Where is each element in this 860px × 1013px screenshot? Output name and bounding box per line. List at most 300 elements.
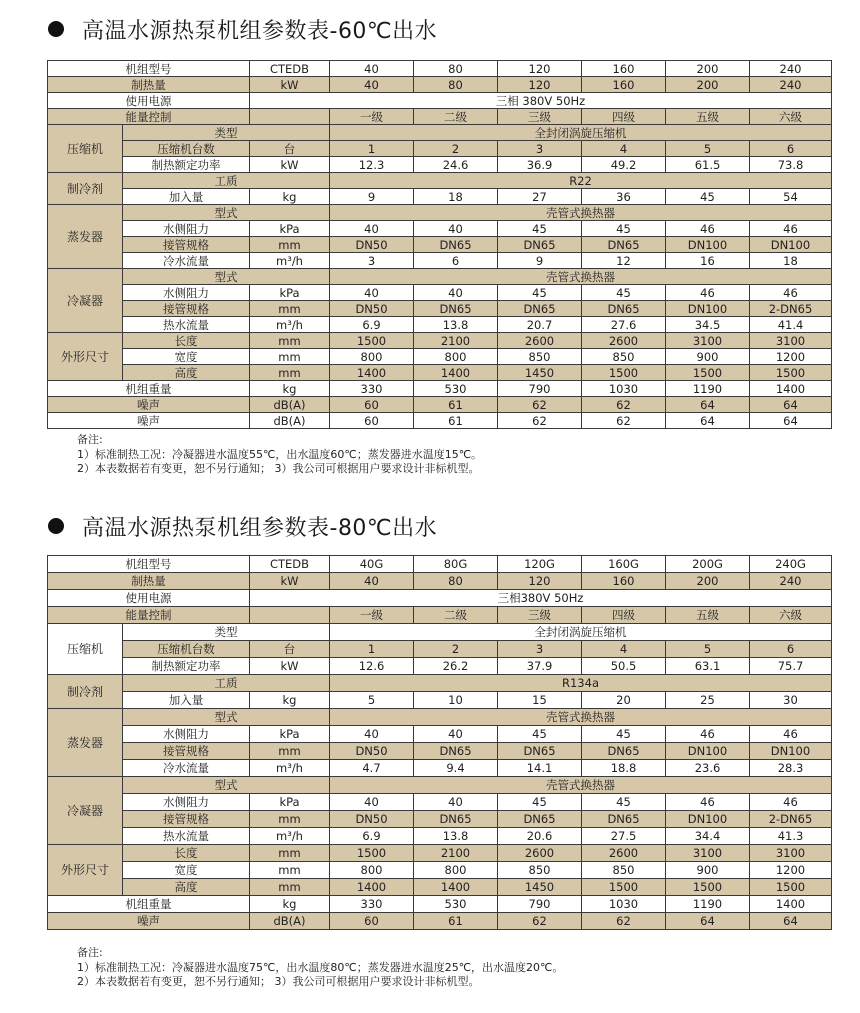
value-cell: 900 [666, 862, 750, 879]
table-row [48, 811, 832, 828]
category-cell: 外形尺寸 [48, 845, 123, 896]
value-cell: 6 [750, 641, 832, 658]
spec-table-60 [47, 60, 832, 429]
row-label: 型式 [123, 709, 330, 726]
value-cell: 800 [414, 862, 498, 879]
value-cell: 40 [414, 285, 498, 301]
value-cell: 二级 [414, 607, 498, 624]
row-label: 制热量 [48, 77, 250, 93]
value-cell: 41.3 [750, 828, 832, 845]
value-cell: 40 [330, 61, 414, 77]
value-cell: 160 [582, 61, 666, 77]
notes-80 [77, 946, 563, 990]
value-cell: DN100 [666, 301, 750, 317]
row-label: 接管规格 [123, 811, 250, 828]
unit-cell: kPa [250, 794, 330, 811]
value-cell: 3100 [750, 333, 832, 349]
value-cell: 1190 [666, 381, 750, 397]
value-cell: 2-DN65 [750, 811, 832, 828]
value-cell: 800 [414, 349, 498, 365]
value-cell: 62 [582, 913, 666, 930]
unit-cell: mm [250, 743, 330, 760]
value-cell: 26.2 [414, 658, 498, 675]
row-label: 型式 [123, 777, 330, 794]
value-cell: 200 [666, 77, 750, 93]
value-cell: 10 [414, 692, 498, 709]
table-row [48, 675, 832, 692]
value-cell: 790 [498, 896, 582, 913]
value-cell: 1500 [666, 879, 750, 896]
value-cell: 45 [582, 726, 666, 743]
row-label: 接管规格 [123, 301, 250, 317]
value-cell: 2 [414, 141, 498, 157]
category-cell: 外形尺寸 [48, 333, 123, 381]
value-cell: 14.1 [498, 760, 582, 777]
merged-value-cell: R134a [330, 675, 832, 692]
value-cell: 160 [582, 573, 666, 590]
unit-cell: kW [250, 658, 330, 675]
merged-value-cell: 壳管式换热器 [330, 205, 832, 221]
table-row [48, 189, 832, 205]
value-cell: 3100 [666, 845, 750, 862]
row-label: 接管规格 [123, 237, 250, 253]
value-cell: 1400 [750, 896, 832, 913]
value-cell: 5 [666, 641, 750, 658]
table-row [48, 253, 832, 269]
value-cell: 1400 [330, 365, 414, 381]
value-cell: 5 [330, 692, 414, 709]
merged-value-cell: 壳管式换热器 [330, 777, 832, 794]
value-cell: 6 [414, 253, 498, 269]
unit-cell [250, 109, 330, 125]
table-row [48, 125, 832, 141]
value-cell: 1500 [750, 365, 832, 381]
value-cell: DN65 [498, 237, 582, 253]
row-label: 压缩机台数 [123, 141, 250, 157]
unit-cell: mm [250, 845, 330, 862]
row-label: 噪声 [48, 397, 250, 413]
unit-cell: kg [250, 189, 330, 205]
row-label: 宽度 [123, 349, 250, 365]
value-cell: 1500 [582, 879, 666, 896]
value-cell: 530 [414, 896, 498, 913]
table-row [48, 777, 832, 794]
value-cell: 80G [414, 556, 498, 573]
table-row [48, 237, 832, 253]
merged-value-cell: R22 [330, 173, 832, 189]
table-row [48, 333, 832, 349]
value-cell: 64 [750, 397, 832, 413]
table-row [48, 381, 832, 397]
table-row [48, 743, 832, 760]
unit-cell [250, 607, 330, 624]
table-row [48, 760, 832, 777]
value-cell: 850 [582, 862, 666, 879]
value-cell: 20.7 [498, 317, 582, 333]
table-row [48, 157, 832, 173]
value-cell: 六级 [750, 109, 832, 125]
value-cell: 16 [666, 253, 750, 269]
value-cell: 1400 [414, 879, 498, 896]
section-title-text: 高温水源热泵机组参数表-60℃出水 [82, 18, 438, 44]
value-cell: 73.8 [750, 157, 832, 173]
value-cell: 62 [582, 397, 666, 413]
table-row [48, 607, 832, 624]
value-cell: 2600 [498, 333, 582, 349]
table-row [48, 845, 832, 862]
value-cell: 530 [414, 381, 498, 397]
value-cell: DN100 [666, 811, 750, 828]
value-cell: DN50 [330, 301, 414, 317]
value-cell: DN100 [750, 743, 832, 760]
row-label: 机组重量 [48, 381, 250, 397]
value-cell: 9.4 [414, 760, 498, 777]
value-cell: 40 [414, 726, 498, 743]
value-cell: DN65 [582, 743, 666, 760]
value-cell: 23.6 [666, 760, 750, 777]
merged-value-cell: 壳管式换热器 [330, 269, 832, 285]
value-cell: 800 [330, 349, 414, 365]
row-label: 高度 [123, 879, 250, 896]
value-cell: 64 [750, 413, 832, 429]
value-cell: DN65 [498, 301, 582, 317]
value-cell: 61 [414, 397, 498, 413]
unit-cell: m³/h [250, 760, 330, 777]
value-cell: 4.7 [330, 760, 414, 777]
value-cell: 36 [582, 189, 666, 205]
category-cell: 冷凝器 [48, 777, 123, 845]
unit-cell: 台 [250, 141, 330, 157]
table-row [48, 365, 832, 381]
value-cell: 60 [330, 913, 414, 930]
value-cell: DN65 [498, 743, 582, 760]
value-cell: 6.9 [330, 828, 414, 845]
value-cell: 46 [750, 221, 832, 237]
value-cell: 40 [330, 794, 414, 811]
value-cell: 64 [666, 913, 750, 930]
note-line: 2）本表数据若有变更，恕不另行通知； 3）我公司可根据用户要求设计非标机型。 [77, 462, 480, 475]
value-cell: DN65 [582, 237, 666, 253]
category-cell: 蒸发器 [48, 709, 123, 777]
value-cell: 2100 [414, 333, 498, 349]
value-cell: DN50 [330, 237, 414, 253]
value-cell: DN65 [414, 811, 498, 828]
row-label: 长度 [123, 333, 250, 349]
value-cell: 46 [750, 285, 832, 301]
row-label: 热水流量 [123, 828, 250, 845]
value-cell: 900 [666, 349, 750, 365]
table-row [48, 349, 832, 365]
merged-value-cell: 壳管式换热器 [330, 709, 832, 726]
value-cell: 46 [750, 794, 832, 811]
value-cell: 1200 [750, 349, 832, 365]
table-row [48, 726, 832, 743]
value-cell: 1500 [750, 879, 832, 896]
value-cell: 80 [414, 77, 498, 93]
table-row [48, 397, 832, 413]
value-cell: 49.2 [582, 157, 666, 173]
table-row [48, 709, 832, 726]
value-cell: 13.8 [414, 828, 498, 845]
category-cell: 压缩机 [48, 624, 123, 675]
row-label: 型式 [123, 269, 330, 285]
value-cell: 2600 [582, 333, 666, 349]
row-label: 加入量 [123, 189, 250, 205]
row-label: 能量控制 [48, 607, 250, 624]
value-cell: 三级 [498, 607, 582, 624]
value-cell: 1450 [498, 879, 582, 896]
table-row [48, 301, 832, 317]
bullet-icon [48, 518, 64, 534]
value-cell: 2100 [414, 845, 498, 862]
value-cell: 45 [582, 285, 666, 301]
value-cell: 15 [498, 692, 582, 709]
value-cell: 12.6 [330, 658, 414, 675]
value-cell: 80 [414, 573, 498, 590]
unit-cell: kg [250, 896, 330, 913]
unit-cell: mm [250, 811, 330, 828]
row-label: 工质 [123, 173, 330, 189]
value-cell: 45 [498, 285, 582, 301]
row-label: 使用电源 [48, 590, 250, 607]
value-cell: 1400 [330, 879, 414, 896]
value-cell: 40 [414, 794, 498, 811]
value-cell: DN65 [582, 811, 666, 828]
table-row [48, 556, 832, 573]
unit-cell: mm [250, 333, 330, 349]
value-cell: 40 [330, 285, 414, 301]
value-cell: 160 [582, 77, 666, 93]
table-row [48, 692, 832, 709]
value-cell: 18 [750, 253, 832, 269]
note-line: 1）标准制热工况：冷凝器进水温度55℃，出水温度60℃；蒸发器进水温度15℃。 [77, 447, 483, 461]
value-cell: 850 [582, 349, 666, 365]
value-cell: 1 [330, 141, 414, 157]
value-cell: DN65 [414, 301, 498, 317]
value-cell: 200 [666, 61, 750, 77]
value-cell: DN100 [666, 237, 750, 253]
notes-heading: 备注: [77, 946, 103, 959]
table-row [48, 61, 832, 77]
unit-cell: kg [250, 692, 330, 709]
value-cell: 36.9 [498, 157, 582, 173]
value-cell: 9 [498, 253, 582, 269]
value-cell: 13.8 [414, 317, 498, 333]
merged-value-cell: 三相380V 50Hz [250, 590, 832, 607]
section-title [48, 511, 437, 541]
unit-cell: kPa [250, 726, 330, 743]
value-cell: 1500 [330, 333, 414, 349]
value-cell: DN100 [750, 237, 832, 253]
value-cell: 850 [498, 862, 582, 879]
value-cell: 3 [498, 641, 582, 658]
value-cell: 1500 [582, 365, 666, 381]
value-cell: 46 [666, 221, 750, 237]
table-row [48, 658, 832, 675]
merged-value-cell: 全封闭涡旋压缩机 [330, 125, 832, 141]
category-cell: 制冷剂 [48, 675, 123, 709]
notes-heading: 备注: [77, 433, 103, 446]
value-cell: 45 [498, 794, 582, 811]
row-label: 水侧阻力 [123, 726, 250, 743]
value-cell: 20 [582, 692, 666, 709]
value-cell: 63.1 [666, 658, 750, 675]
notes-60 [77, 433, 482, 477]
bullet-icon [48, 21, 64, 37]
value-cell: 850 [498, 349, 582, 365]
merged-value-cell: 全封闭涡旋压缩机 [330, 624, 832, 641]
value-cell: 62 [498, 913, 582, 930]
table-row [48, 590, 832, 607]
value-cell: 45 [666, 189, 750, 205]
unit-cell: dB(A) [250, 913, 330, 930]
value-cell: 一级 [330, 607, 414, 624]
value-cell: 80 [414, 61, 498, 77]
unit-cell: mm [250, 365, 330, 381]
value-cell: 四级 [582, 607, 666, 624]
value-cell: 12.3 [330, 157, 414, 173]
unit-cell: kW [250, 77, 330, 93]
value-cell: 18 [414, 189, 498, 205]
value-cell: 三级 [498, 109, 582, 125]
value-cell: 45 [498, 726, 582, 743]
value-cell: 四级 [582, 109, 666, 125]
row-label: 型式 [123, 205, 330, 221]
table-row [48, 173, 832, 189]
value-cell: 1450 [498, 365, 582, 381]
unit-cell: mm [250, 862, 330, 879]
value-cell: 3100 [666, 333, 750, 349]
category-cell: 压缩机 [48, 125, 123, 173]
value-cell: 120 [498, 77, 582, 93]
row-label: 制热额定功率 [123, 658, 250, 675]
value-cell: 1200 [750, 862, 832, 879]
value-cell: 46 [750, 726, 832, 743]
row-label: 高度 [123, 365, 250, 381]
value-cell: 2600 [498, 845, 582, 862]
value-cell: 12 [582, 253, 666, 269]
row-label: 制热额定功率 [123, 157, 250, 173]
value-cell: 6.9 [330, 317, 414, 333]
value-cell: 1400 [414, 365, 498, 381]
unit-cell: CTEDB [250, 556, 330, 573]
value-cell: 40 [330, 221, 414, 237]
value-cell: 200G [666, 556, 750, 573]
row-label: 类型 [123, 624, 330, 641]
table-row [48, 269, 832, 285]
table-row [48, 913, 832, 930]
value-cell: 240 [750, 77, 832, 93]
category-cell: 冷凝器 [48, 269, 123, 333]
row-label: 压缩机台数 [123, 641, 250, 658]
value-cell: 3 [498, 141, 582, 157]
unit-cell: m³/h [250, 317, 330, 333]
row-label: 类型 [123, 125, 330, 141]
value-cell: 75.7 [750, 658, 832, 675]
value-cell: DN65 [414, 743, 498, 760]
value-cell: DN100 [666, 743, 750, 760]
value-cell: 1190 [666, 896, 750, 913]
row-label: 加入量 [123, 692, 250, 709]
table-row [48, 141, 832, 157]
unit-cell: 台 [250, 641, 330, 658]
value-cell: 2600 [582, 845, 666, 862]
unit-cell: kg [250, 381, 330, 397]
unit-cell: dB(A) [250, 413, 330, 429]
value-cell: 120 [498, 573, 582, 590]
value-cell: 6 [750, 141, 832, 157]
unit-cell: kPa [250, 221, 330, 237]
note-line: 1）标准制热工况：冷凝器进水温度75℃，出水温度80℃；蒸发器进水温度25℃，出水温度20℃。 [77, 960, 564, 974]
category-cell: 制冷剂 [48, 173, 123, 205]
value-cell: 120G [498, 556, 582, 573]
unit-cell: mm [250, 349, 330, 365]
value-cell: 41.4 [750, 317, 832, 333]
table-row [48, 794, 832, 811]
unit-cell: kW [250, 573, 330, 590]
spec-table-80 [47, 555, 832, 930]
value-cell: 4 [582, 141, 666, 157]
table-row [48, 77, 832, 93]
value-cell: DN65 [498, 811, 582, 828]
value-cell: 18.8 [582, 760, 666, 777]
value-cell: 61 [414, 413, 498, 429]
unit-cell: m³/h [250, 253, 330, 269]
value-cell: 1 [330, 641, 414, 658]
value-cell: 54 [750, 189, 832, 205]
unit-cell: CTEDB [250, 61, 330, 77]
value-cell: 62 [498, 397, 582, 413]
value-cell: 64 [666, 413, 750, 429]
unit-cell: kPa [250, 285, 330, 301]
row-label: 长度 [123, 845, 250, 862]
row-label: 水侧阻力 [123, 285, 250, 301]
unit-cell: mm [250, 879, 330, 896]
value-cell: 40G [330, 556, 414, 573]
table-row [48, 641, 832, 658]
value-cell: 200 [666, 573, 750, 590]
value-cell: 60 [330, 413, 414, 429]
section-title-text: 高温水源热泵机组参数表-80℃出水 [82, 515, 438, 541]
value-cell: 62 [582, 413, 666, 429]
table-row [48, 93, 832, 109]
table-row [48, 317, 832, 333]
value-cell: 27.6 [582, 317, 666, 333]
value-cell: 46 [666, 794, 750, 811]
value-cell: 1400 [750, 381, 832, 397]
value-cell: 46 [666, 285, 750, 301]
row-label: 工质 [123, 675, 330, 692]
row-label: 宽度 [123, 862, 250, 879]
value-cell: 五级 [666, 109, 750, 125]
value-cell: 1500 [666, 365, 750, 381]
value-cell: 40 [330, 726, 414, 743]
row-label: 水侧阻力 [123, 794, 250, 811]
value-cell: 3 [330, 253, 414, 269]
note-line: 2）本表数据若有变更，恕不另行通知； 3）我公司可根据用户要求设计非标机型。 [77, 975, 480, 988]
unit-cell: dB(A) [250, 397, 330, 413]
row-label: 接管规格 [123, 743, 250, 760]
unit-cell: kW [250, 157, 330, 173]
value-cell: 62 [498, 413, 582, 429]
row-label: 噪声 [48, 413, 250, 429]
value-cell: 1030 [582, 896, 666, 913]
value-cell: DN50 [330, 811, 414, 828]
value-cell: 5 [666, 141, 750, 157]
value-cell: 46 [666, 726, 750, 743]
value-cell: 120 [498, 61, 582, 77]
table-row [48, 221, 832, 237]
